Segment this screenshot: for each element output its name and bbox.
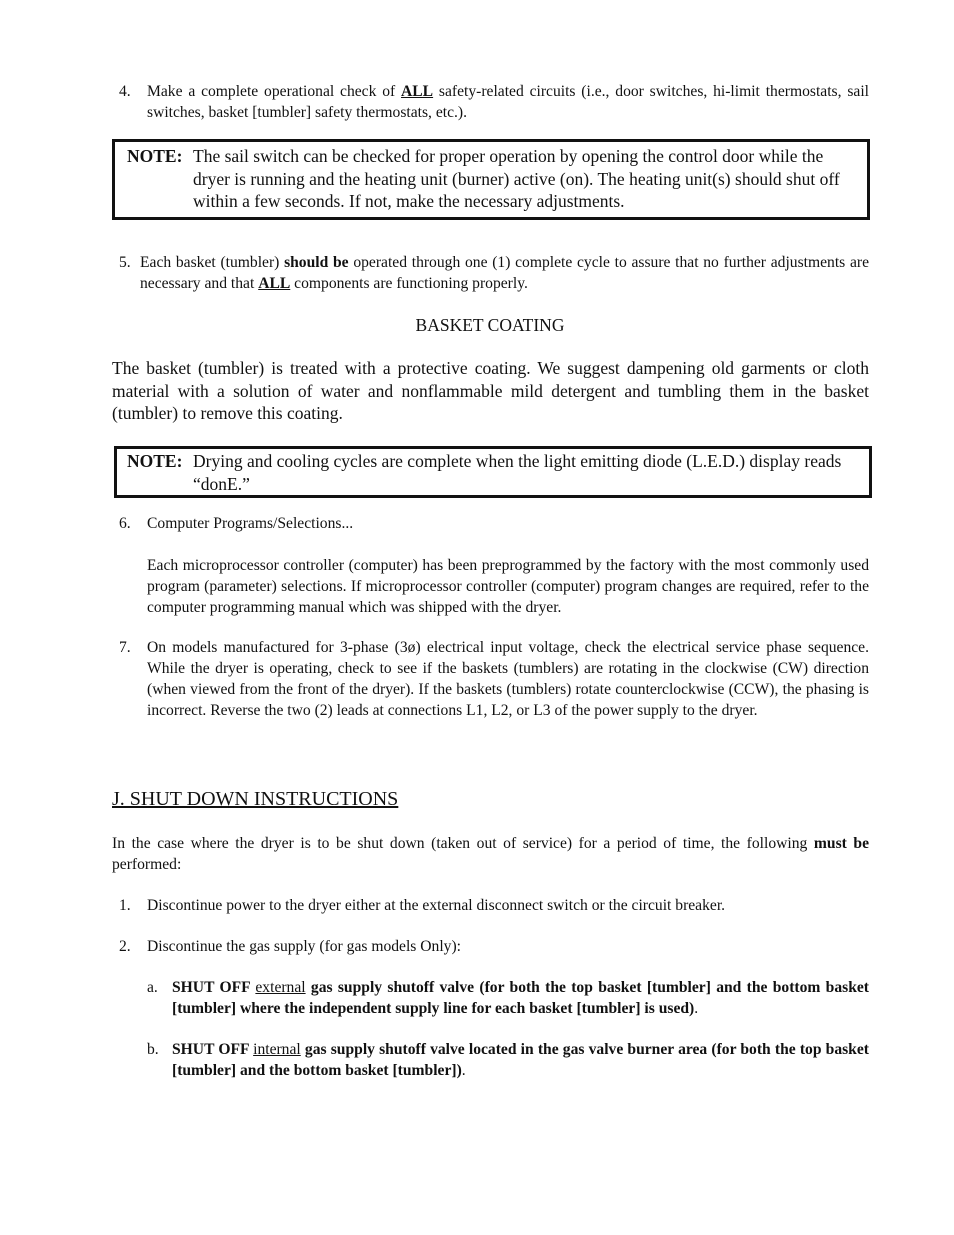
note-label: NOTE: <box>127 146 183 166</box>
sub-a-rest: gas supply shutoff valve (for both the top basket [tumbler] and the bottom basket [tumbler] where the independent supply line for each basket [tumbler] is used) <box>172 979 869 1017</box>
intro-emphasis: must be <box>813 835 869 852</box>
item-5-post: components are functioning properly. <box>290 275 528 292</box>
item-6-title: Computer Programs/Selections... <box>147 515 354 532</box>
item-5-pre: Each basket (tumbler) <box>140 254 285 271</box>
item-5-emphasis-2: ALL <box>258 275 291 292</box>
note-box-sail-switch <box>112 139 870 220</box>
intro-post: performed: <box>112 856 182 873</box>
sub-b-letter: b. <box>147 1041 159 1058</box>
sub-a-end: . <box>694 1000 699 1017</box>
note-text: The sail switch can be checked for proper operation by opening the control door while the dryer is running and the heating unit (burner) active (on). The heating unit(s) should shut off within a few seconds. If not, make the necessary adjustments. <box>193 146 840 211</box>
basket-coating-paragraph: The basket (tumbler) is treated with a protective coating. We suggest dampening old garments or cloth material with a solution of water and nonflammable mild detergent and tumbling them in the basket (tumbler) to remove this coating. <box>112 358 869 423</box>
item-7-number: 7. <box>119 639 131 656</box>
step-2-text: Discontinue the gas supply (for gas models Only): <box>147 938 461 955</box>
sub-b-text <box>172 1039 869 1081</box>
item-5-number: 5. <box>119 254 131 271</box>
sub-a-letter: a. <box>147 979 158 996</box>
intro-pre: In the case where the dryer is to be shut down (taken out of service) for a period of time, the following <box>112 835 814 852</box>
item-4-emphasis: ALL <box>401 83 434 100</box>
item-7-text: On models manufactured for 3-phase (3ø) electrical input voltage, check the electrical service phase sequence. While the dryer is operating, check to see if the baskets (tumblers) are rotating in the clockwise (CW) direction (when viewed from the front of the dryer). If the baskets (tumblers) rotate counterclockwise (CCW), the phasing is incorrect. Reverse the two (2) leads at connections L1, L2, or L3 of the power supply to the dryer. <box>147 639 869 719</box>
note-box-led-display <box>114 446 872 498</box>
sub-b-end: . <box>461 1062 466 1079</box>
note-label: NOTE: <box>127 451 183 471</box>
note-text: Drying and cooling cycles are complete when the light emitting diode (L.E.D.) display reads “donE.” <box>193 451 842 494</box>
section-j-heading: J. SHUT DOWN INSTRUCTIONS <box>112 788 399 810</box>
item-4-text <box>147 81 869 123</box>
item-5-emphasis: should be <box>284 254 349 271</box>
item-5-text <box>140 252 869 294</box>
sub-a-text <box>172 977 869 1019</box>
item-4-number: 4. <box>119 83 131 100</box>
sub-a-underlined: external <box>255 979 306 996</box>
step-1-number: 1. <box>119 897 131 914</box>
item-5-mid: operated through one (1) complete cycle to assure that no further adjustments are necessary and that <box>140 254 869 292</box>
section-j-intro <box>112 833 869 875</box>
item-6-number: 6. <box>119 515 131 532</box>
step-2-number: 2. <box>119 938 131 955</box>
sub-b-rest: gas supply shutoff valve located in the gas valve burner area (for both the top basket [tumbler] and the bottom basket [tumbler]) <box>172 1041 869 1079</box>
item-4-pre: Make a complete operational check of <box>147 83 402 100</box>
sub-a-lead: SHUT OFF <box>172 979 256 996</box>
sub-b-lead: SHUT OFF <box>172 1041 254 1058</box>
step-1-text: Discontinue power to the dryer either at the external disconnect switch or the circuit breaker. <box>147 897 726 914</box>
basket-coating-heading: BASKET COATING <box>415 315 565 335</box>
item-6-paragraph: Each microprocessor controller (computer) has been preprogrammed by the factory with the most commonly used program (parameter) selections. If microprocessor controller (computer) program changes are required, refer to the computer programming manual which was shipped with the dryer. <box>147 557 869 616</box>
item-4-post: safety-related circuits (i.e., door switches, hi-limit thermostats, sail switches, basket [tumbler] safety thermostats, etc.). <box>147 83 869 121</box>
sub-b-underlined: internal <box>253 1041 301 1058</box>
